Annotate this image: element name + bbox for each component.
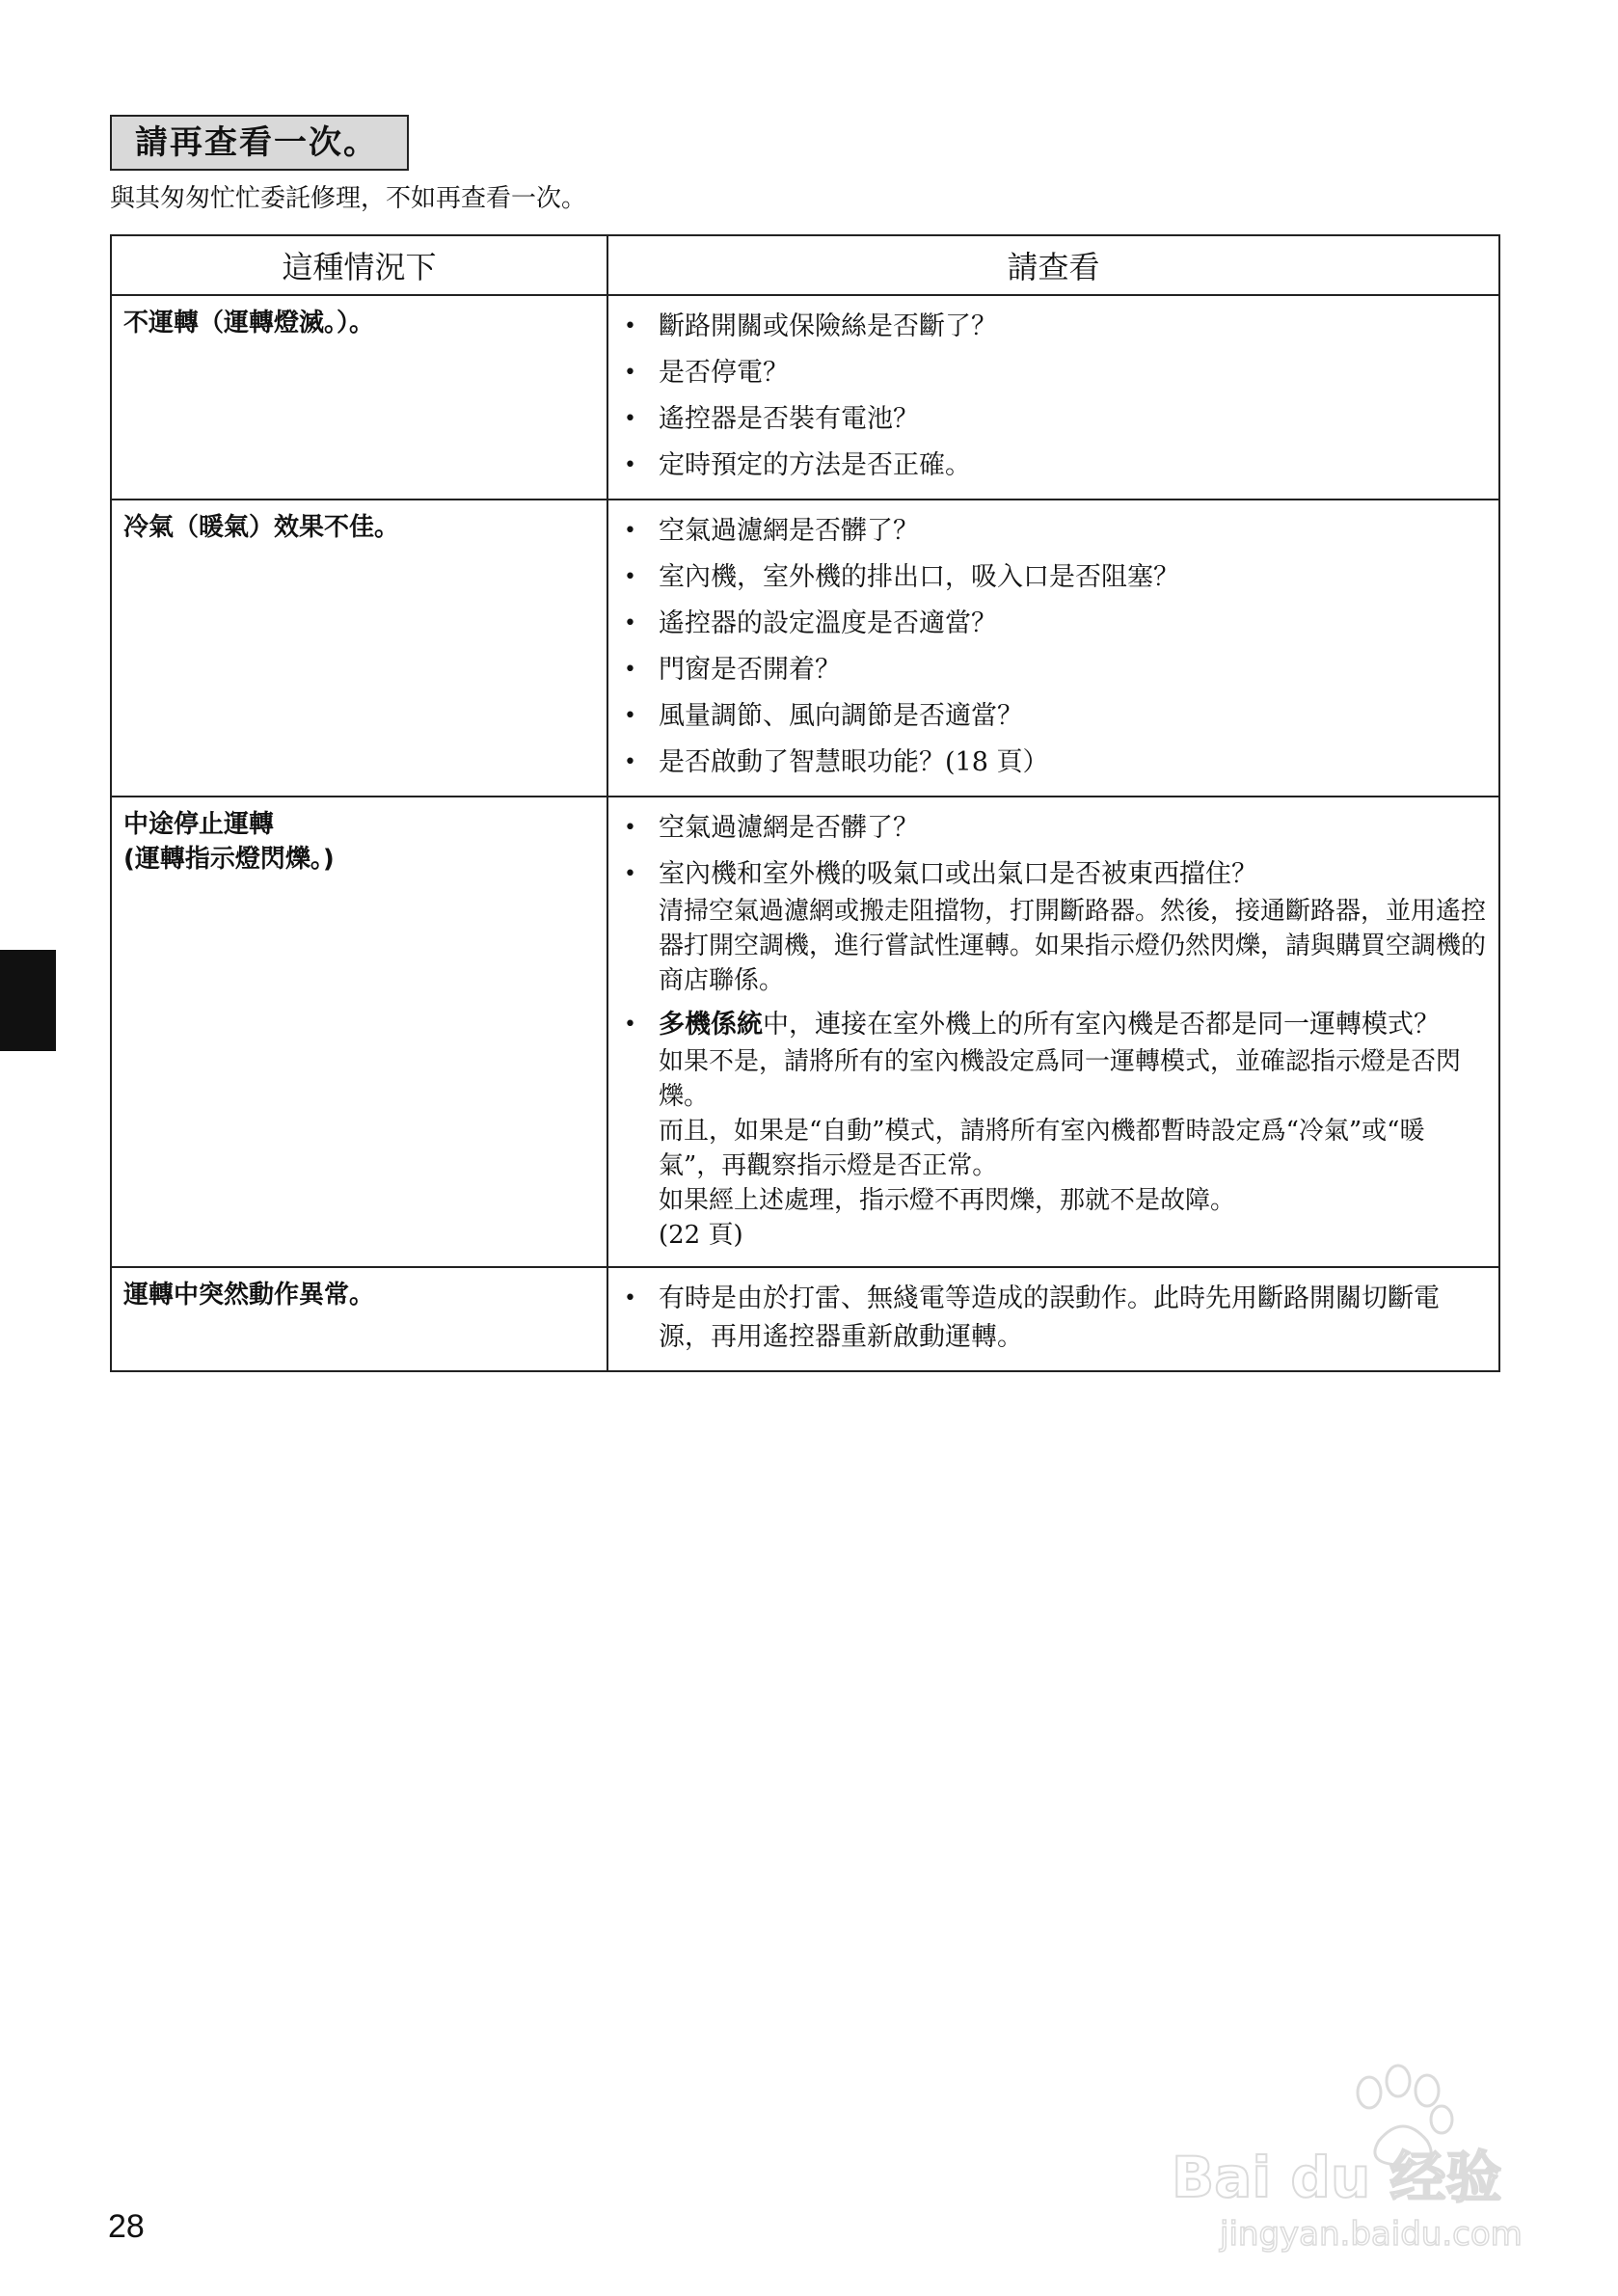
check-item — [620, 400, 1487, 439]
check-item — [620, 354, 1487, 392]
check-item — [620, 308, 1487, 346]
bullet-icon: • — [624, 565, 636, 589]
check-item-note: 如果經上述處理，指示燈不再閃爍，那就不是故障。 — [659, 1186, 1236, 1215]
check-item-text: 有時是由於打雷、無綫電等造成的誤動作。此時先用斷路開關切斷電源，再用遙控器重新啟動運轉。 — [659, 1283, 1440, 1352]
check-item-text: 室內機，室外機的排出口，吸入口是否阻塞？ — [659, 562, 1179, 592]
bullet-icon: • — [624, 704, 636, 728]
column-header-condition: 這種情況下 — [111, 235, 607, 295]
watermark-url: jingyan.baidu.com — [1220, 2215, 1523, 2254]
condition-cell — [111, 500, 607, 797]
check-item-note: (22 頁) — [659, 1221, 743, 1250]
check-item — [620, 446, 1487, 485]
check-item-text: 是否啟動了智慧眼功能？(18 頁） — [659, 747, 1049, 777]
check-list — [620, 308, 1487, 485]
table-row — [111, 500, 1499, 797]
check-item — [620, 651, 1487, 689]
check-item — [620, 558, 1487, 597]
condition-text: 運轉中突然動作異常。 — [123, 1281, 375, 1310]
check-item — [620, 743, 1487, 782]
bullet-icon: • — [624, 816, 636, 840]
bullet-icon: • — [624, 658, 636, 682]
check-item — [620, 1280, 1487, 1357]
baidu-watermark-logo — [1152, 2064, 1548, 2256]
check-list — [620, 1280, 1487, 1357]
table-body — [111, 295, 1499, 1371]
check-item-text: 中，連接在室外機上的所有室內機是否都是同一運轉模式？ — [763, 1010, 1440, 1040]
check-item-text: 門窗是否開着？ — [659, 655, 841, 685]
check-item — [620, 855, 1487, 998]
bullet-icon: • — [624, 314, 636, 338]
side-tab-marker — [0, 950, 56, 1051]
check-cell — [607, 1267, 1499, 1371]
condition-text: 中途停止運轉 — [123, 810, 275, 839]
table-row — [111, 797, 1499, 1267]
check-item — [620, 512, 1487, 551]
check-item — [620, 809, 1487, 848]
troubleshooting-table — [110, 234, 1500, 1372]
bullet-icon: • — [624, 611, 636, 635]
page-number: 28 — [108, 2208, 145, 2245]
check-item-text: 風量調節、風向調節是否適當？ — [659, 701, 1023, 731]
check-item-text: 空氣過濾網是否髒了？ — [659, 813, 919, 843]
check-item-emphasis: 多機係統 — [659, 1010, 763, 1040]
bullet-icon: • — [624, 407, 636, 431]
bullet-icon: • — [624, 1013, 636, 1037]
check-item-text: 遙控器是否裝有電池？ — [659, 404, 919, 434]
check-item — [620, 1006, 1487, 1253]
condition-cell — [111, 1267, 607, 1371]
bullet-icon: • — [624, 1286, 636, 1310]
check-list — [620, 809, 1487, 1253]
check-item-note: 而且，如果是“自動”模式，請將所有室內機都暫時設定爲“冷氣”或“暖氣”，再觀察指示燈是否正常。 — [659, 1117, 1425, 1180]
bullet-icon: • — [624, 750, 636, 774]
check-item-text: 空氣過濾網是否髒了？ — [659, 516, 919, 546]
check-item-text: 是否停電？ — [659, 358, 789, 388]
bullet-icon: • — [624, 453, 636, 477]
section-title: 請再查看一次。 — [110, 115, 409, 171]
check-item-text: 遙控器的設定溫度是否適當？ — [659, 608, 997, 638]
condition-text: 不運轉（運轉燈滅。）。 — [123, 309, 375, 338]
bullet-icon: • — [624, 361, 636, 385]
bullet-icon: • — [624, 519, 636, 543]
column-header-check: 請查看 — [607, 235, 1499, 295]
check-item — [620, 605, 1487, 643]
condition-cell — [111, 295, 607, 500]
check-item-text: 定時預定的方法是否正確。 — [659, 450, 971, 480]
table-row — [111, 295, 1499, 500]
bullet-icon: • — [624, 862, 636, 886]
check-cell — [607, 500, 1499, 797]
table-header-row — [111, 235, 1499, 295]
watermark-brand: Bai du 经验 — [1172, 2145, 1502, 2210]
check-item — [620, 697, 1487, 736]
check-item-note: 清掃空氣過濾網或搬走阻擋物，打開斷路器。然後，接通斷路器，並用遙控器打開空調機，進行嘗試性運轉。如果指示燈仍然閃爍，請與購買空調機的商店聯係。 — [659, 897, 1487, 995]
check-item-text: 斷路開關或保險絲是否斷了？ — [659, 311, 997, 341]
intro-text: 與其匆匆忙忙委託修理，不如再查看一次。 — [110, 184, 587, 213]
check-cell — [607, 295, 1499, 500]
check-cell — [607, 797, 1499, 1267]
condition-text: 冷氣（暖氣）效果不佳。 — [123, 513, 400, 542]
condition-cell — [111, 797, 607, 1267]
condition-text: (運轉指示燈閃爍。) — [123, 845, 335, 874]
check-list — [620, 512, 1487, 782]
check-item-text: 室內機和室外機的吸氣口或出氣口是否被東西擋住？ — [659, 859, 1257, 889]
table-row — [111, 1267, 1499, 1371]
check-item-note: 如果不是，請將所有的室內機設定爲同一運轉模式，並確認指示燈是否閃爍。 — [659, 1047, 1462, 1111]
